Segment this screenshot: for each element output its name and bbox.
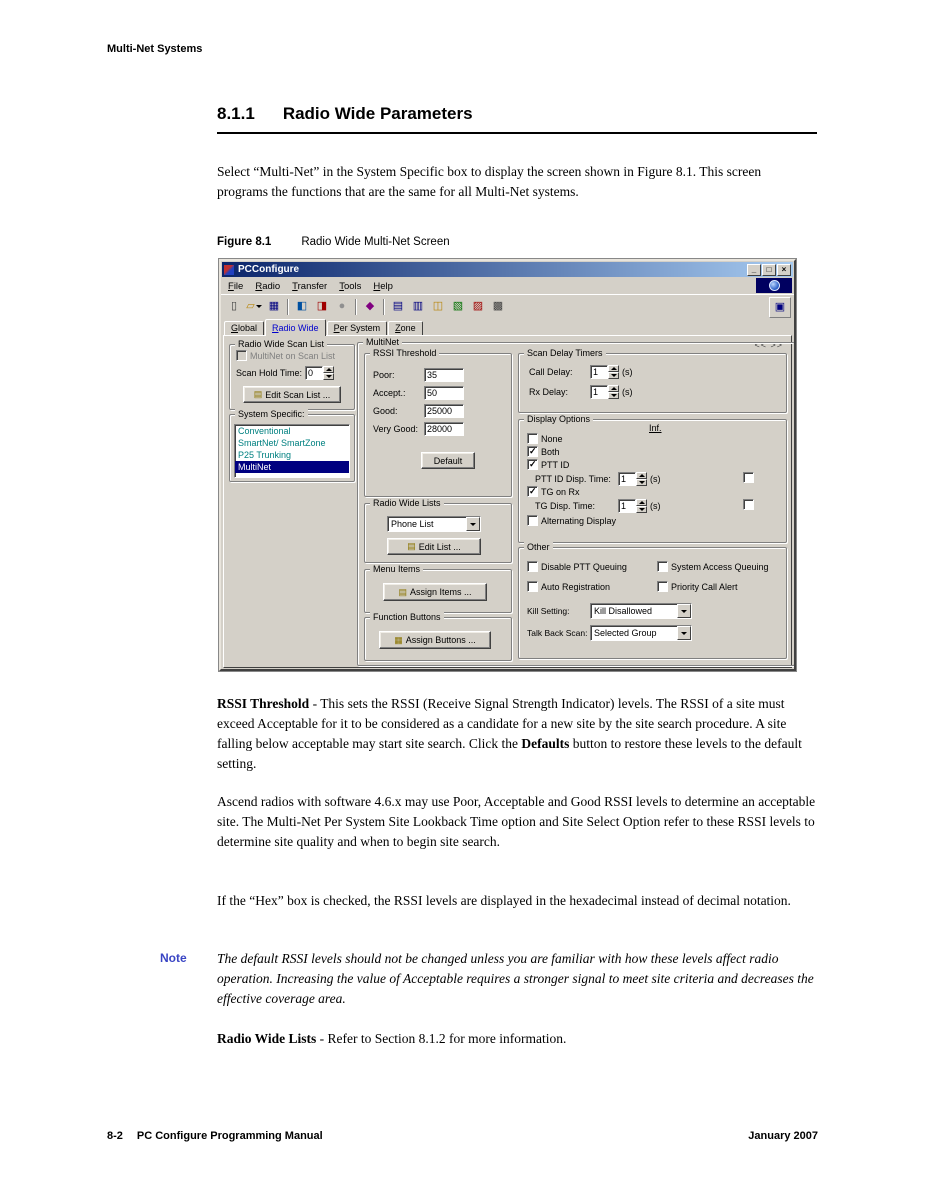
read-radio-icon[interactable]: ◧ (296, 300, 308, 312)
rssi-threshold-group (364, 348, 512, 497)
toolbar-separator (287, 299, 289, 315)
poor-input[interactable]: 35 (424, 368, 464, 382)
brand-logo (756, 278, 792, 293)
system-access-queuing-checkbox[interactable] (657, 561, 668, 572)
spin-up-icon[interactable] (636, 472, 647, 479)
panel-icon[interactable]: ▣ (769, 297, 791, 318)
call-delay-label: Call Delay: (529, 367, 573, 377)
new-file-icon[interactable]: ▯ (230, 300, 238, 312)
button-label: Assign Buttons ... (405, 635, 476, 645)
ptt-id-disp-time-spinner[interactable]: 1 (618, 472, 647, 486)
note-text: The default RSSI levels should not be changed unless you are familiar with how these levels affect radio operation. Increasing the value of Acceptable requires a stronger signal to meet site criteria and decreases the effective coverage area. (217, 951, 814, 1006)
paragraph-ascend: Ascend radios with software 4.6.x may use Poor, Acceptable and Good RSSI levels to determine an acceptable site. The Multi-Net Per System Site Lookback Time option and Site Select Option refer to these RSSI levels to determine site quality and when to begin site search. (217, 794, 816, 849)
record-icon[interactable]: ● (338, 300, 346, 312)
checkbox-label: System Access Queuing (671, 561, 769, 572)
tg-on-rx-checkbox[interactable] (527, 486, 538, 497)
auto-registration-checkbox[interactable] (527, 581, 538, 592)
accept-label: Accept.: (373, 388, 406, 398)
group-title: Other (524, 542, 553, 552)
list-icon: ▤ (398, 586, 407, 597)
rx-delay-label: Rx Delay: (529, 387, 569, 397)
menu-help[interactable]: Help (373, 280, 393, 292)
figure-caption-text: Radio Wide Multi-Net Screen (301, 236, 450, 248)
figure-screenshot (219, 259, 796, 671)
checkbox-label: Both (541, 446, 560, 457)
paragraph-hex: If the “Hex” box is checked, the RSSI levels are displayed in the hexadecimal instead of decimal notation. (217, 893, 791, 908)
menu-items-group (364, 564, 512, 613)
talk-back-scan-dropdown[interactable]: Selected Group (590, 625, 692, 641)
write-radio-icon[interactable]: ◨ (316, 300, 328, 312)
figure-caption (217, 236, 450, 248)
minimize-icon[interactable]: _ (747, 264, 761, 276)
very-good-input[interactable]: 28000 (424, 422, 464, 436)
unit-label: (s) (650, 501, 661, 511)
dropdown-arrow-icon[interactable] (466, 517, 480, 531)
save-icon[interactable]: ▦ (268, 300, 280, 312)
dropdown-arrow-icon[interactable] (677, 604, 691, 618)
bold-term: RSSI Threshold (217, 696, 310, 711)
clone-icon[interactable]: ◫ (432, 300, 444, 312)
good-input[interactable]: 25000 (424, 404, 464, 418)
checkbox-label: None (541, 433, 563, 444)
verify-icon[interactable]: ▧ (452, 300, 464, 312)
toolbar (221, 294, 794, 318)
bold-term: Defaults (521, 736, 570, 751)
radio-wide-lists-dropdown[interactable] (387, 516, 481, 532)
button-label: Edit List ... (418, 541, 461, 552)
menu-tools[interactable]: Tools (339, 280, 362, 292)
priority-call-alert-checkbox[interactable] (657, 581, 668, 592)
spin-down-icon[interactable] (323, 373, 334, 380)
maximize-icon[interactable]: □ (762, 264, 776, 276)
unit-label: (s) (650, 474, 661, 484)
globe-icon (769, 280, 780, 291)
paragraph-radio-wide-lists: Radio Wide Lists - Refer to Section 8.1.2 for more information. (217, 1031, 567, 1046)
nav-arrows[interactable]: << >> (754, 340, 783, 350)
dropdown-value: Phone List (391, 519, 434, 529)
footer-manual-title: PC Configure Programming Manual (136, 1130, 323, 1142)
group-title: Radio Wide Lists (370, 498, 444, 508)
alternating-display-checkbox[interactable] (527, 515, 538, 526)
open-file-icon[interactable]: ▱ (245, 298, 263, 316)
button-label: Default (433, 455, 463, 466)
group-title: System Specific: (235, 409, 308, 419)
group-title: Radio Wide Scan List (235, 339, 327, 349)
section-heading (217, 104, 473, 124)
assign-items-button[interactable] (383, 583, 487, 601)
list-item-conventional[interactable]: Conventional (238, 426, 291, 436)
assign-buttons-button[interactable] (379, 631, 491, 649)
edit-scan-list-button[interactable] (243, 386, 341, 403)
group-title: Scan Delay Timers (524, 348, 606, 358)
ptt-id-inf-checkbox[interactable] (743, 472, 754, 483)
footer-page-number: 8-2 (107, 1130, 123, 1142)
close-icon[interactable]: × (777, 264, 791, 276)
scan-hold-time-spinner[interactable] (305, 366, 334, 380)
menu-transfer[interactable]: Transfer (292, 280, 328, 292)
unit-label: (s) (622, 367, 633, 377)
tab-page-radio-wide (223, 335, 792, 668)
report-icon[interactable]: ▩ (492, 300, 504, 312)
spin-up-icon[interactable] (608, 365, 619, 372)
poor-label: Poor: (373, 370, 395, 380)
list-item-p25-trunking[interactable]: P25 Trunking (238, 450, 292, 460)
checkbox-label: Disable PTT Queuing (541, 561, 627, 572)
tab-global[interactable]: Global (224, 321, 264, 335)
feature-icon[interactable]: ▨ (472, 300, 484, 312)
group-title: MultiNet (363, 337, 402, 347)
toolbar-separator (355, 299, 357, 315)
system-specific-list[interactable] (234, 424, 350, 478)
spin-up-icon[interactable] (323, 366, 334, 373)
tab-per-system[interactable]: Per System (327, 321, 388, 335)
scan-delay-timers-group (518, 348, 787, 413)
heading-rule (217, 132, 817, 134)
checkbox-label: MultiNet on Scan List (250, 350, 336, 361)
checkbox-label: Alternating Display (541, 515, 617, 526)
footer-left (107, 1130, 323, 1142)
paragraph-rssi-threshold: RSSI Threshold - This sets the RSSI (Receive Signal Strength Indicator) levels. The RSSI of a site must exceed Acceptable for it to be considered as a candidate for a new site by the site search procedure. A site falling below acceptable may start site search. Click the Defaults button to restore these levels to the default setting. (217, 696, 802, 771)
tg-disp-time-spinner[interactable]: 1 (618, 499, 647, 513)
program-write-icon[interactable]: ▥ (412, 300, 424, 312)
radio-wide-lists-group (364, 498, 512, 563)
radio-wide-scan-list-group (229, 339, 355, 410)
scan-hold-time-value[interactable]: 0 (305, 366, 323, 380)
title-bar[interactable] (222, 262, 793, 277)
menu-file[interactable]: File (228, 280, 244, 292)
menu-bar (221, 278, 794, 294)
default-button[interactable] (421, 452, 475, 469)
both-checkbox[interactable] (527, 446, 538, 457)
button-label: Edit Scan List ... (265, 389, 331, 400)
note-label: Note (160, 951, 187, 965)
group-title: Function Buttons (370, 612, 444, 622)
edit-list-button[interactable] (387, 538, 481, 555)
none-checkbox[interactable] (527, 433, 538, 444)
checkbox-label: Priority Call Alert (671, 581, 738, 592)
kill-setting-dropdown[interactable]: Kill Disallowed (590, 603, 692, 619)
list-item-smartnet-smartzone[interactable]: SmartNet/ SmartZone (238, 438, 326, 448)
app-icon (224, 265, 234, 275)
checkbox-label: PTT ID (541, 459, 570, 470)
tg-disp-time-label: TG Disp. Time: (535, 501, 596, 511)
tg-inf-checkbox[interactable] (743, 499, 754, 510)
tab-radio-wide[interactable]: Radio Wide (265, 319, 326, 336)
buttons-icon: ▦ (394, 634, 403, 645)
inf-link[interactable]: Inf. (649, 423, 662, 433)
spin-up-icon[interactable] (636, 499, 647, 506)
program-read-icon[interactable]: ▤ (392, 300, 404, 312)
footer-date: January 2007 (748, 1130, 818, 1142)
toolbar-separator (383, 299, 385, 315)
unit-label: (s) (622, 387, 633, 397)
accept-input[interactable]: 50 (424, 386, 464, 400)
figure-label: Figure 8.1 (217, 236, 272, 248)
group-title: Menu Items (370, 564, 423, 574)
menu-radio[interactable]: Radio (255, 280, 281, 292)
window-title: PCConfigure (238, 264, 300, 275)
spin-down-icon[interactable] (608, 372, 619, 379)
good-label: Good: (373, 406, 398, 416)
rx-delay-spinner[interactable]: 1 (590, 385, 619, 399)
tab-zone[interactable]: Zone (388, 321, 423, 335)
spin-down-icon[interactable] (636, 479, 647, 486)
ptt-id-checkbox[interactable] (527, 459, 538, 470)
page-header: Multi-Net Systems (107, 43, 203, 55)
checkbox-label: Auto Registration (541, 581, 611, 592)
group-title: RSSI Threshold (370, 348, 439, 358)
section-number: 8.1.1 (217, 104, 255, 123)
button-label: Assign Items ... (409, 587, 472, 597)
disable-ptt-queuing-checkbox[interactable] (527, 561, 538, 572)
bold-term: Radio Wide Lists (217, 1031, 317, 1046)
group-title: Display Options (524, 414, 593, 424)
call-delay-spinner[interactable]: 1 (590, 365, 619, 379)
other-group (518, 542, 787, 659)
ptt-id-disp-time-label: PTT ID Disp. Time: (535, 474, 611, 484)
function-buttons-group (364, 612, 512, 661)
multinet-group (357, 337, 795, 666)
list-icon: ▤ (253, 389, 263, 399)
scan-hold-time-label: Scan Hold Time: (236, 368, 303, 378)
list-item-multinet[interactable]: MultiNet (235, 461, 349, 473)
display-options-group (518, 414, 787, 543)
spin-up-icon[interactable] (608, 385, 619, 392)
tab-strip (221, 318, 794, 335)
open-dropdown-arrow-icon[interactable] (256, 305, 262, 308)
system-specific-group (229, 409, 355, 482)
dropdown-arrow-icon[interactable] (677, 626, 691, 640)
about-icon[interactable]: ◆ (365, 300, 375, 312)
pcconfigure-window (219, 259, 796, 671)
spin-down-icon[interactable] (608, 392, 619, 399)
section-title: Radio Wide Parameters (282, 104, 473, 123)
list-icon: ▤ (407, 541, 416, 551)
spin-down-icon[interactable] (636, 506, 647, 513)
talk-back-scan-label: Talk Back Scan: (527, 628, 588, 638)
intro-paragraph: Select “Multi-Net” in the System Specific box to display the screen shown in Figure 8.1. This screen programs the functions that are the same for all Multi-Net systems. (217, 164, 762, 199)
kill-setting-label: Kill Setting: (527, 606, 570, 616)
checkbox-label: TG on Rx (541, 486, 580, 497)
multinet-on-scan-list-checkbox[interactable] (236, 350, 247, 361)
very-good-label: Very Good: (373, 424, 419, 434)
